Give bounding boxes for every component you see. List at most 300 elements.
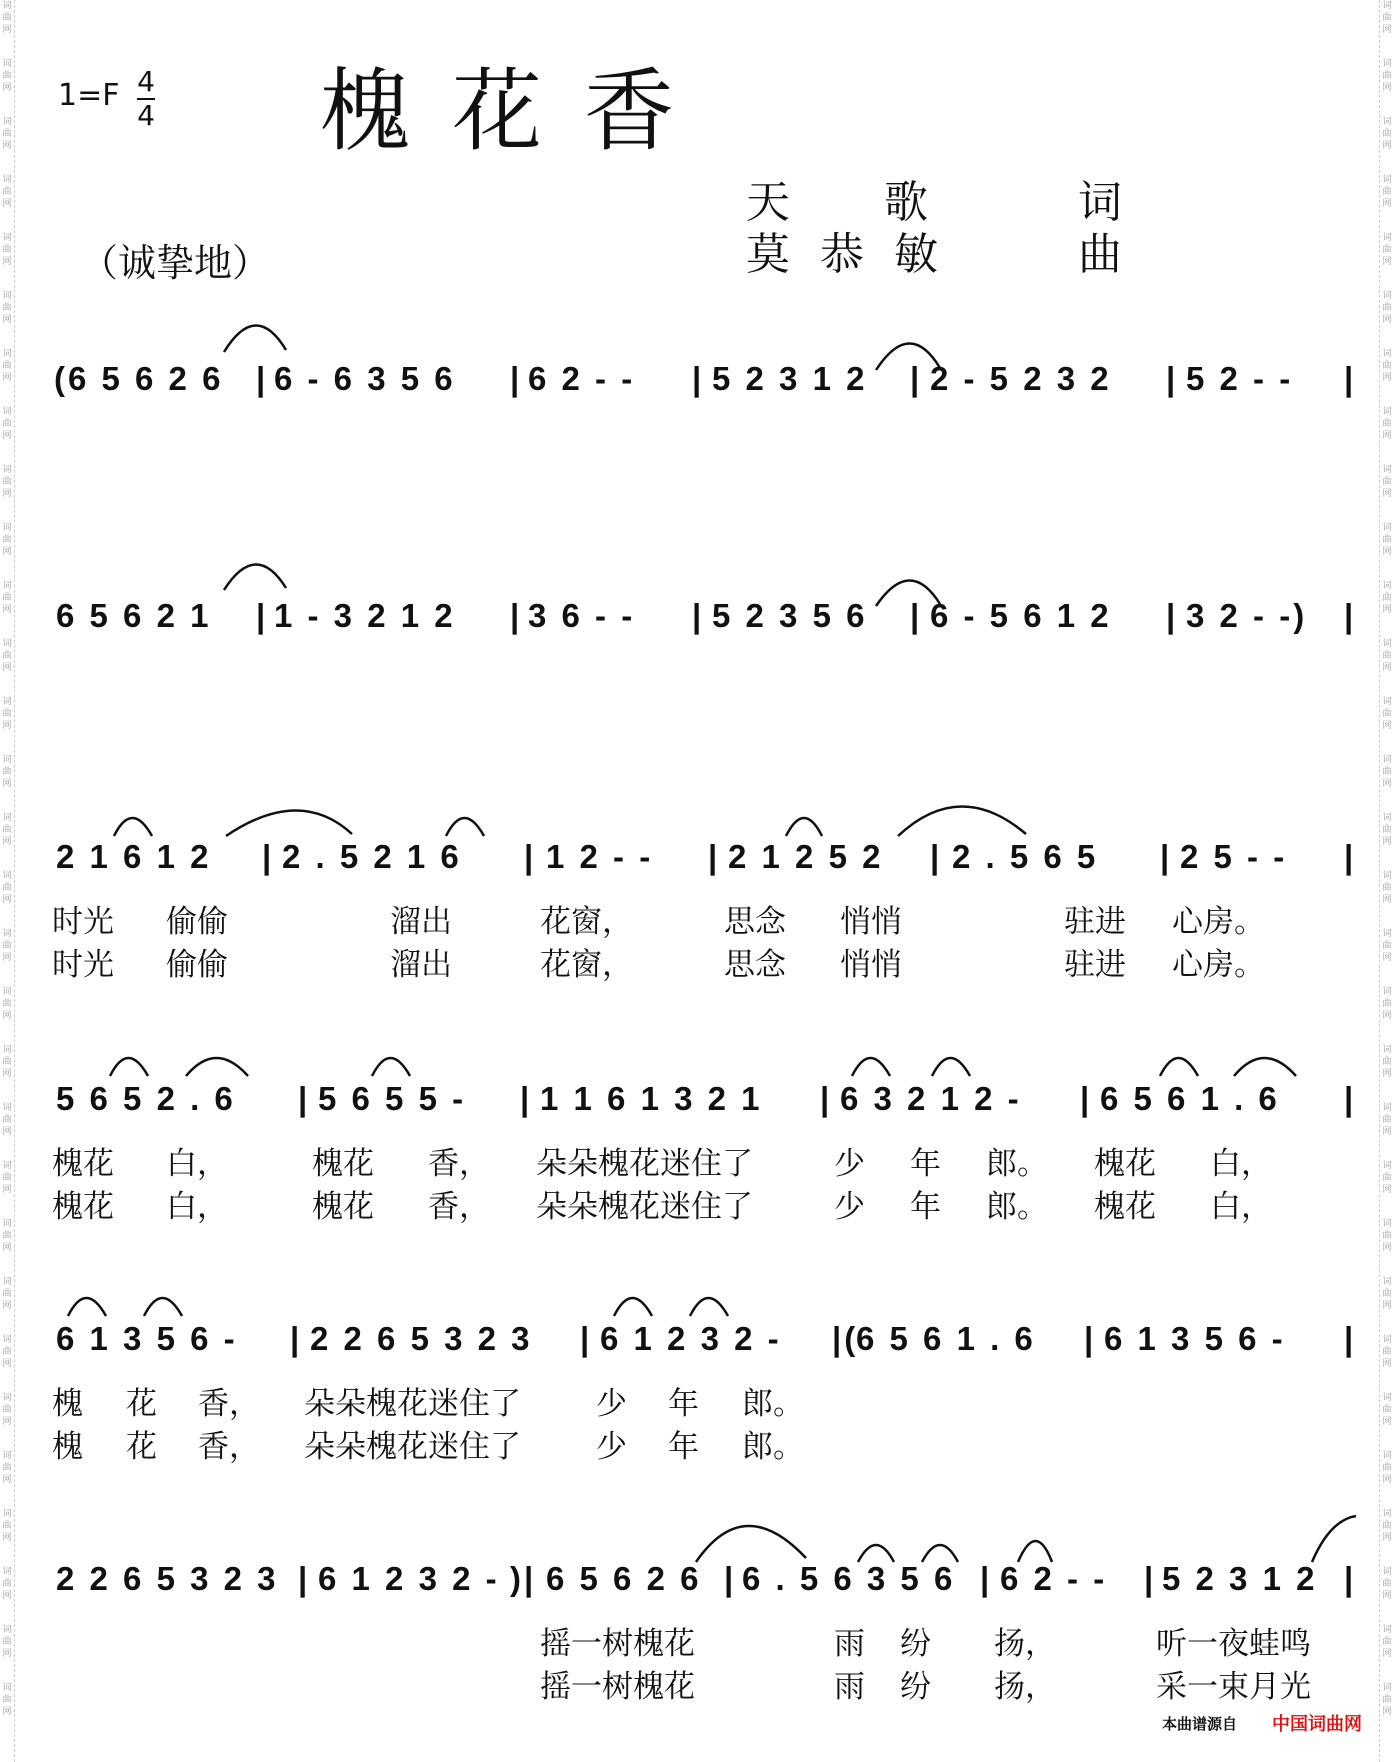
lyric-verse-2: 白， [1210,1189,1272,1225]
watermark-char: 词 [1382,175,1392,185]
watermark-char: 曲 [2,71,12,81]
watermark-char: 网 [1382,83,1392,93]
watermark-gap [1380,674,1394,696]
watermark-char: 词 [2,233,12,243]
watermark-char: 词 [1382,291,1392,301]
watermark-char: 网 [2,953,12,963]
watermark-char: 词 [1382,1509,1392,1519]
watermark-char: 曲 [1382,303,1392,313]
watermark-char: 曲 [2,1231,12,1241]
lyric-verse-2: 扬， [994,1669,1056,1705]
measure-notes: 6 5 6 1 . 6 [1100,1080,1280,1117]
watermark-gap [1380,1660,1394,1682]
watermark-char: 词 [1382,871,1392,881]
composer-name: 莫恭敏 [746,229,968,280]
watermark-char: 词 [1382,233,1392,243]
watermark-char: 网 [1382,547,1392,557]
watermark-gap [1380,1718,1394,1740]
watermark-char: 词 [2,1,12,11]
measure-notes: 6 5 6 1 . 6 [856,1320,1036,1357]
measure-notes: 5 6 5 5 - [318,1080,467,1117]
watermark-char: 网 [2,83,12,93]
measure-notes: 6 . 5 6 3 5 6 [742,1560,956,1597]
watermark-char: 网 [2,1185,12,1195]
barline: | [1344,360,1357,397]
barline: | [290,1320,303,1357]
measure-notes: 6 - 5 6 1 2 [930,597,1112,634]
lyric-verse-1: 朵朵槐花迷住了 [304,1386,521,1422]
lyric-verse-2: 偷偷 [166,947,228,983]
lyric-verse-1: 雨 [834,1626,865,1662]
barline: | [1084,1320,1097,1357]
watermark-char: 网 [2,315,12,325]
lyric-verse-2: 郎。 [742,1429,804,1465]
barline: )| [510,1560,537,1597]
slur-mark [186,1058,248,1076]
lyric-verse-1: 白， [166,1146,228,1182]
watermark-char: 网 [2,1243,12,1253]
watermark-char: 词 [1382,697,1392,707]
lyric-verse-1: 摇一树槐花 [540,1626,695,1662]
lyric-verse-2: 心房。 [1172,947,1265,983]
watermark-char: 曲 [1382,1115,1392,1125]
watermark-gap [1380,616,1394,638]
lyric-verse-1: 花窗， [540,904,633,940]
lyric-verse-1: 少 [596,1386,627,1422]
measure-notes: 3 2 - -) [1186,597,1308,634]
lyric-verse-2: 槐花 [312,1189,374,1225]
time-signature [135,66,157,132]
watermark-char: 曲 [2,13,12,23]
watermark-char: 曲 [1382,361,1392,371]
watermark-char: 网 [2,837,12,847]
barline: | [520,1080,533,1117]
watermark-char: 词 [1382,1567,1392,1577]
lyric-verse-2: 槐 [52,1429,83,1465]
lyric-verse-2: 少 [834,1189,865,1225]
watermark-gap [1380,442,1394,464]
watermark-char: 曲 [2,883,12,893]
watermark-char: 网 [1382,895,1392,905]
watermark-char: 曲 [2,1521,12,1531]
watermark-gap [0,210,14,232]
watermark-char: 曲 [1382,477,1392,487]
watermark-gap [0,152,14,174]
lyric-verse-1: 郎。 [986,1146,1048,1182]
watermark-char: 曲 [1382,941,1392,951]
watermark-gap [0,268,14,290]
watermark-char: 网 [1382,1417,1392,1427]
watermark-gap [1380,1544,1394,1566]
slur-mark [696,1526,806,1562]
watermark-char: 词 [2,1161,12,1171]
watermark-gap [1380,1486,1394,1508]
measure-notes: (6 5 6 2 6 [54,360,224,397]
watermark-gap [0,94,14,116]
watermark-char: 网 [1382,1475,1392,1485]
watermark-gap [1380,1428,1394,1450]
watermark-char: 曲 [1382,825,1392,835]
lyric-verse-1: 时光 [52,904,114,940]
watermark-char: 词 [1382,1625,1392,1635]
lyric-verse-2: 朵朵槐花迷住了 [304,1429,521,1465]
watermark-gap [0,36,14,58]
lyric-verse-2: 摇一树槐花 [540,1669,695,1705]
measure-notes: 6 5 6 2 6 [546,1560,702,1597]
expression-marking: （诚挚地） [80,241,271,285]
watermark-gap [1380,1254,1394,1276]
slur-mark [226,810,352,836]
barline: | [692,597,705,634]
lyric-verse-2: 朵朵槐花迷住了 [536,1189,753,1225]
watermark-char: 网 [1382,953,1392,963]
watermark-char: 词 [1382,117,1392,127]
watermark-char: 曲 [1382,1057,1392,1067]
watermark-char: 词 [1382,1103,1392,1113]
watermark-gap [0,616,14,638]
barline: | [1344,1560,1357,1597]
watermark-char: 词 [1382,1335,1392,1345]
lyric-verse-1: 年 [668,1386,699,1422]
watermark-char: 网 [2,1533,12,1543]
watermark-char: 曲 [1382,593,1392,603]
watermark-gap [0,1718,14,1740]
watermark-char: 网 [2,779,12,789]
watermark-char: 词 [2,1567,12,1577]
watermark-char: 网 [2,1069,12,1079]
watermark-char: 曲 [1382,1173,1392,1183]
measure-notes: 6 1 3 5 6 - [56,1320,238,1357]
watermark-gap [0,326,14,348]
watermark-gap [0,500,14,522]
watermark-char: 词 [1382,407,1392,417]
measure-notes: 5 2 3 1 2 [1162,1560,1318,1597]
watermark-char: 网 [1382,1533,1392,1543]
measure-notes: 5 6 5 2 . 6 [56,1080,236,1117]
watermark-char: 网 [2,663,12,673]
watermark-char: 曲 [2,651,12,661]
watermark-char: 曲 [2,361,12,371]
footer-site-link[interactable]: 中国词曲网 [1272,1714,1362,1735]
measure-notes: 1 1 6 1 3 2 1 [540,1080,763,1117]
watermark-char: 词 [1382,1451,1392,1461]
watermark-char: 词 [1382,59,1392,69]
measure-notes: 2 - 5 2 3 2 [930,360,1112,397]
watermark-gap [0,906,14,928]
slur-mark [852,1058,890,1076]
lyric-verse-2: 时光 [52,947,114,983]
footer-source-label: 本曲谱源自 [1162,1715,1238,1733]
watermark-char: 词 [1382,755,1392,765]
watermark-char: 网 [1382,1011,1392,1021]
barline: | [1080,1080,1093,1117]
watermark-gap [1380,906,1394,928]
watermark-char: 曲 [2,593,12,603]
barline: | [510,360,523,397]
watermark-gap [1380,326,1394,348]
watermark-char: 曲 [1382,1405,1392,1415]
measure-notes: 1 - 3 2 1 2 [274,597,456,634]
watermark-char: 网 [2,1359,12,1369]
watermark-char: 曲 [2,477,12,487]
watermark-char: 网 [2,1011,12,1021]
watermark-char: 网 [1382,257,1392,267]
watermark-char: 曲 [1382,767,1392,777]
watermark-char: 曲 [1382,1521,1392,1531]
lyric-verse-1: 白， [1210,1146,1272,1182]
slur-mark [898,806,1026,836]
watermark-gap [0,558,14,580]
barline: | [1344,1080,1357,1117]
watermark-char: 网 [2,1475,12,1485]
barline: | [1166,597,1179,634]
lyric-verse-2: 纷 [900,1669,931,1705]
watermark-char: 曲 [1382,1637,1392,1647]
lyric-verse-2: 香， [198,1429,260,1465]
watermark-char: 词 [1382,1,1392,11]
watermark-char: 词 [1382,1161,1392,1171]
barline: | [708,838,721,875]
slur-mark [1312,1516,1356,1562]
watermark-char: 网 [2,721,12,731]
watermark-gap [0,1370,14,1392]
watermark-char: 网 [2,1707,12,1717]
watermark-gap [1380,790,1394,812]
time-signature-bottom: 4 [137,99,155,132]
watermark-char: 词 [1382,523,1392,533]
slur-mark [372,1058,410,1076]
watermark-char: 词 [2,581,12,591]
watermark-char: 网 [2,431,12,441]
watermark-gap [0,1138,14,1160]
watermark-char: 网 [1382,431,1392,441]
lyric-verse-1: 听一夜蛙鸣 [1156,1626,1311,1662]
watermark-char: 网 [1382,721,1392,731]
watermark-char: 网 [1382,1649,1392,1659]
watermark-char: 网 [1382,199,1392,209]
measure-notes: 6 2 - - [528,360,636,397]
watermark-gap [0,1660,14,1682]
lyric-verse-2: 采一束月光 [1156,1669,1311,1705]
lyric-verse-2: 驻进 [1064,947,1126,983]
lyric-verse-2: 花窗， [540,947,633,983]
slur-mark [1160,1058,1198,1076]
barline: | [820,1080,833,1117]
measure-notes: 2 . 5 2 1 6 [282,838,462,875]
watermark-gap [1380,384,1394,406]
watermark-char: 曲 [2,1579,12,1589]
watermark-char: 曲 [1382,883,1392,893]
watermark-char: 词 [1382,581,1392,591]
barline: | [1166,360,1179,397]
watermark-gap [0,1254,14,1276]
watermark-char: 词 [2,813,12,823]
slur-mark [1018,1541,1052,1562]
watermark-char: 曲 [1382,1695,1392,1705]
watermark-char: 曲 [1382,1347,1392,1357]
lyric-verse-2: 年 [668,1429,699,1465]
watermark-char: 词 [1382,1045,1392,1055]
watermark-char: 词 [2,1335,12,1345]
measure-notes: 6 3 2 1 2 - [840,1080,1022,1117]
watermark-char: 曲 [1382,1289,1392,1299]
measure-notes: 1 2 - - [546,838,654,875]
watermark-char: 网 [1382,779,1392,789]
measure-notes: 6 - 6 3 5 6 [274,360,456,397]
watermark-char: 词 [2,639,12,649]
left-watermark-strip [0,0,15,1762]
barline: | [256,360,269,397]
lyric-verse-2: 花 [126,1429,157,1465]
watermark-char: 词 [1382,1277,1392,1287]
barline: | [910,360,923,397]
watermark-char: 网 [1382,141,1392,151]
slur-mark [786,818,822,836]
lyric-verse-1: 纷 [900,1626,931,1662]
barline: | [510,597,523,634]
watermark-char: 曲 [2,1057,12,1067]
measure-notes: 5 2 3 5 6 [712,597,868,634]
watermark-char: 词 [2,291,12,301]
watermark-gap [0,1312,14,1334]
measure-notes: 6 5 6 2 1 [56,597,212,634]
slur-mark [110,1058,148,1076]
watermark-char: 曲 [2,303,12,313]
barline: | [1160,838,1173,875]
watermark-char: 词 [2,1683,12,1693]
watermark-char: 网 [1382,25,1392,35]
barline: | [980,1560,993,1597]
lyric-verse-1: 扬， [994,1626,1056,1662]
watermark-gap [1380,1196,1394,1218]
watermark-char: 网 [2,895,12,905]
watermark-char: 网 [2,489,12,499]
watermark-gap [0,848,14,870]
watermark-char: 词 [2,465,12,475]
watermark-char: 网 [1382,605,1392,615]
measure-notes: 6 2 - - [1000,1560,1108,1597]
watermark-char: 网 [1382,663,1392,673]
watermark-char: 词 [2,1045,12,1055]
watermark-char: 曲 [1382,13,1392,23]
watermark-gap [0,1602,14,1624]
watermark-char: 网 [2,373,12,383]
watermark-char: 词 [1382,929,1392,939]
watermark-char: 曲 [2,999,12,1009]
watermark-char: 词 [2,1451,12,1461]
watermark-char: 曲 [1382,999,1392,1009]
barline: | [692,360,705,397]
watermark-char: 曲 [1382,419,1392,429]
lyric-verse-1: 悄悄 [840,904,902,940]
watermark-char: 词 [1382,813,1392,823]
watermark-char: 词 [1382,349,1392,359]
watermark-char: 词 [1382,639,1392,649]
watermark-char: 网 [2,1417,12,1427]
watermark-char: 网 [2,1301,12,1311]
lyricist-name: 天 歌 [746,177,968,228]
barline: | [524,838,537,875]
watermark-char: 词 [2,349,12,359]
lyric-verse-1: 驻进 [1064,904,1126,940]
watermark-char: 词 [2,407,12,417]
lyric-verse-2: 雨 [834,1669,865,1705]
watermark-char: 网 [2,141,12,151]
watermark-char: 曲 [2,187,12,197]
watermark-gap [0,1022,14,1044]
measure-notes: 6 1 2 3 2 - [318,1560,500,1597]
watermark-char: 词 [2,523,12,533]
watermark-gap [0,732,14,754]
watermark-char: 词 [2,755,12,765]
watermark-char: 曲 [2,941,12,951]
watermark-gap [0,1486,14,1508]
watermark-gap [1380,500,1394,522]
lyric-verse-1: 花 [126,1386,157,1422]
lyric-verse-1: 香， [198,1386,260,1422]
watermark-gap [1380,36,1394,58]
watermark-char: 网 [1382,1185,1392,1195]
watermark-gap [1380,1022,1394,1044]
watermark-gap [0,1196,14,1218]
watermark-char: 网 [2,199,12,209]
measure-notes: 2 . 5 6 5 [952,838,1099,875]
lyric-verse-2: 溜出 [390,947,452,983]
watermark-char: 曲 [1382,71,1392,81]
watermark-char: 词 [2,59,12,69]
watermark-char: 词 [1382,1393,1392,1403]
watermark-gap [1380,558,1394,580]
lyric-verse-1: 心房。 [1172,904,1265,940]
watermark-gap [1380,1370,1394,1392]
barline: | [256,597,269,634]
watermark-char: 网 [1382,373,1392,383]
watermark-char: 曲 [2,1463,12,1473]
watermark-char: 网 [1382,1243,1392,1253]
watermark-gap [1380,1138,1394,1160]
watermark-char: 网 [2,605,12,615]
measure-notes: 2 5 - - [1180,838,1288,875]
watermark-char: 词 [1382,987,1392,997]
watermark-char: 曲 [1382,1579,1392,1589]
lyric-verse-2: 思念 [724,947,786,983]
watermark-char: 曲 [2,1173,12,1183]
watermark-char: 曲 [2,709,12,719]
watermark-char: 网 [2,257,12,267]
watermark-gap [1380,1312,1394,1334]
key-signature: 1=F [58,78,120,113]
lyric-verse-1: 年 [910,1146,941,1182]
watermark-char: 网 [2,1649,12,1659]
watermark-char: 词 [2,1625,12,1635]
watermark-char: 词 [2,1509,12,1519]
watermark-char: 曲 [2,129,12,139]
barline: |( [832,1320,859,1357]
watermark-char: 网 [2,547,12,557]
watermark-gap [1380,210,1394,232]
watermark-char: 曲 [2,1115,12,1125]
slur-mark [224,325,286,352]
measure-notes: 2 1 6 1 2 [56,838,212,875]
watermark-gap [0,442,14,464]
lyric-verse-1: 少 [834,1146,865,1182]
watermark-char: 曲 [2,245,12,255]
watermark-gap [1380,848,1394,870]
watermark-char: 词 [2,1393,12,1403]
barline: | [298,1560,311,1597]
watermark-char: 词 [2,871,12,881]
lyric-verse-2: 槐花 [52,1189,114,1225]
